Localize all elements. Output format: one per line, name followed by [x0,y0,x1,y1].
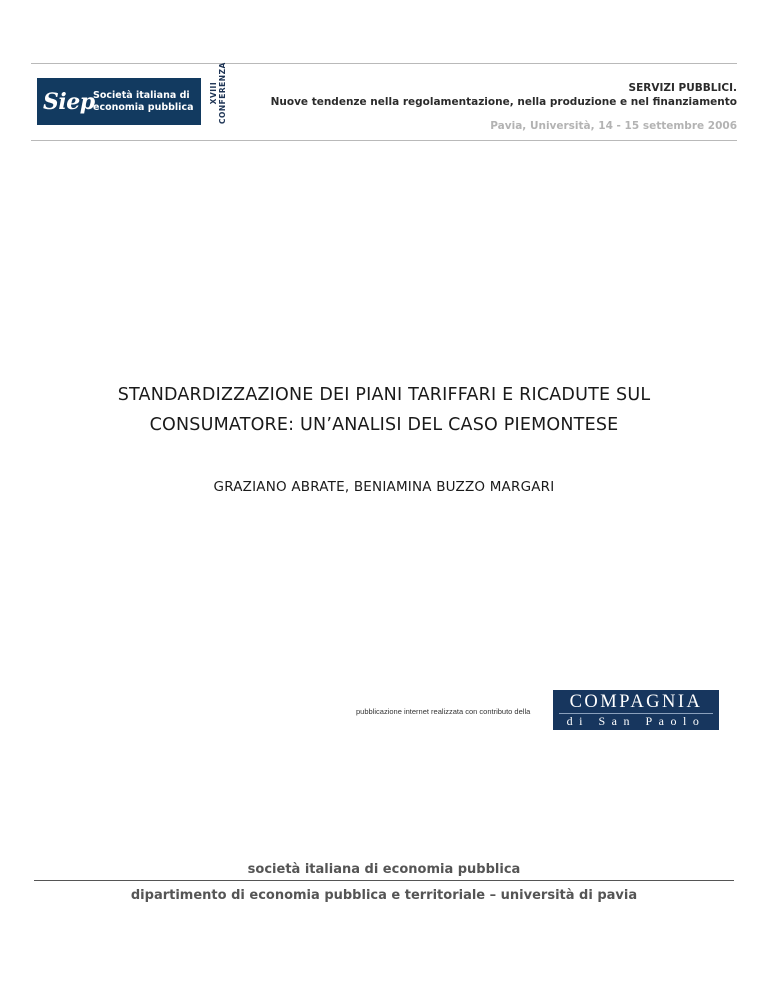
header-top-rule [31,63,737,64]
footer-society: società italiana di economia pubblica [247,862,521,877]
footer-department: dipartimento di economia pubblica e territoriale – università di pavia [130,888,638,903]
conference-number: XVIII [209,81,218,105]
siep-logo [37,78,201,125]
compagnia-logo-top: COMPAGNIA [569,692,703,712]
paper-authors: GRAZIANO ABRATE, BENIAMINA BUZZO MARGARI [213,479,555,495]
paper-title-line1: STANDARDIZZAZIONE DEI PIANI TARIFFARI E RICADUTE SUL [117,385,651,405]
conference-subtitle: Nuove tendenze nella regolamentazione, nella produzione e nel finanziamento [270,96,737,108]
footer-rule [34,880,734,881]
paper-title-line2: CONSUMATORE: UN’ANALISI DEL CASO PIEMONTESE [149,415,619,435]
conference-venue: Pavia, Università, 14 - 15 settembre 2006 [490,120,737,132]
siep-logo-text [93,90,193,114]
conference-title: SERVIZI PUBBLICI. [628,82,737,94]
header-bottom-rule [31,140,737,141]
siep-logo-mark: Siep [43,88,95,115]
conference-word: CONFERENZA [217,62,227,124]
siep-logo-line1: Società italiana di [93,89,190,101]
siep-logo-line2: economia pubblica [93,101,194,113]
compagnia-logo [553,690,719,730]
sponsor-note: pubblicazione internet realizzata con contributo della [356,707,531,716]
conference-label [210,62,227,124]
compagnia-logo-bottom: di San Paolo [566,714,706,728]
